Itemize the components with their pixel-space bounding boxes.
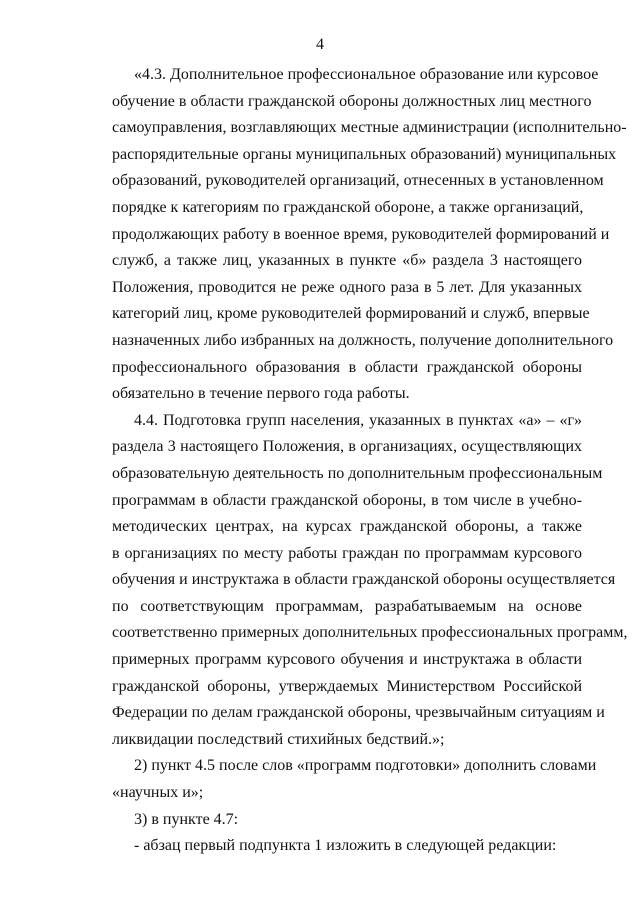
text-line: Федерации по делам гражданской обороны, чрезвычайным ситуациям и	[112, 704, 605, 722]
text-line: назначенных либо избранных на должность, получение дополнительного	[112, 331, 614, 349]
text-line: самоуправления, возглавляющих местные администрации (исполнительно-	[112, 119, 627, 137]
text-line: соответственно примерных дополнительных профессиональных программ,	[112, 624, 628, 642]
text-line: 2) пункт 4.5 после слов «программ подготовки» дополнить словами	[134, 757, 597, 775]
text-line: - абзац первый подпункта 1 изложить в следующей редакции:	[134, 837, 557, 855]
text-line: порядке к категориям по гражданской обороне, а также организаций,	[112, 198, 584, 216]
text-line: образовательную деятельность по дополнительным профессиональным	[112, 464, 603, 482]
text-line: продолжающих работу в военное время, руководителей формирований и	[112, 225, 610, 243]
text-line: образований, руководителей организаций, отнесенных в установленном	[112, 172, 604, 190]
text-line: программам в области гражданской обороны, в том числе в учебно-	[112, 491, 582, 509]
text-line: «4.3. Дополнительное профессиональное образование или курсовое	[134, 66, 599, 83]
text-line: 3) в пункте 4.7:	[134, 810, 239, 828]
text-line: 4.4. Подготовка групп населения, указанных в пунктах «а» – «г»	[134, 411, 582, 429]
text-line: обучения и инструктажа в области гражданской обороны осуществляется	[112, 571, 616, 589]
text-line: примерных программ курсового обучения и инструктажа в области	[112, 651, 582, 669]
page-number: 4	[316, 36, 324, 53]
text-line: раздела 3 настоящего Положения, в организациях, осуществляющих	[112, 438, 582, 456]
text-line: обязательно в течение первого года работы.	[112, 385, 410, 403]
text-line: обучение в области гражданской обороны должностных лиц местного	[112, 92, 592, 110]
text-line: по соответствующим программам, разрабатываемым на основе	[112, 597, 582, 615]
text-line: ликвидации последствий стихийных бедствий.»;	[112, 730, 445, 748]
text-line: Положения, проводится не реже одного раза в 5 лет. Для указанных	[112, 278, 582, 296]
text-line: методических центрах, на курсах гражданской обороны, а также	[112, 518, 582, 536]
document-body	[112, 62, 628, 860]
text-line: «научных и»;	[112, 784, 204, 802]
text-line: категорий лиц, кроме руководителей формирований и служб, впервые	[112, 305, 590, 323]
text-line: гражданской обороны, утверждаемых Министерством Российской	[112, 677, 582, 695]
text-line: профессионального образования в области гражданской обороны	[112, 358, 582, 376]
text-line: служб, а также лиц, указанных в пункте «б» раздела 3 настоящего	[112, 252, 582, 270]
text-line: распорядительные органы муниципальных образований) муниципальных	[112, 145, 617, 163]
text-line: в организациях по месту работы граждан по программам курсового	[112, 544, 582, 562]
